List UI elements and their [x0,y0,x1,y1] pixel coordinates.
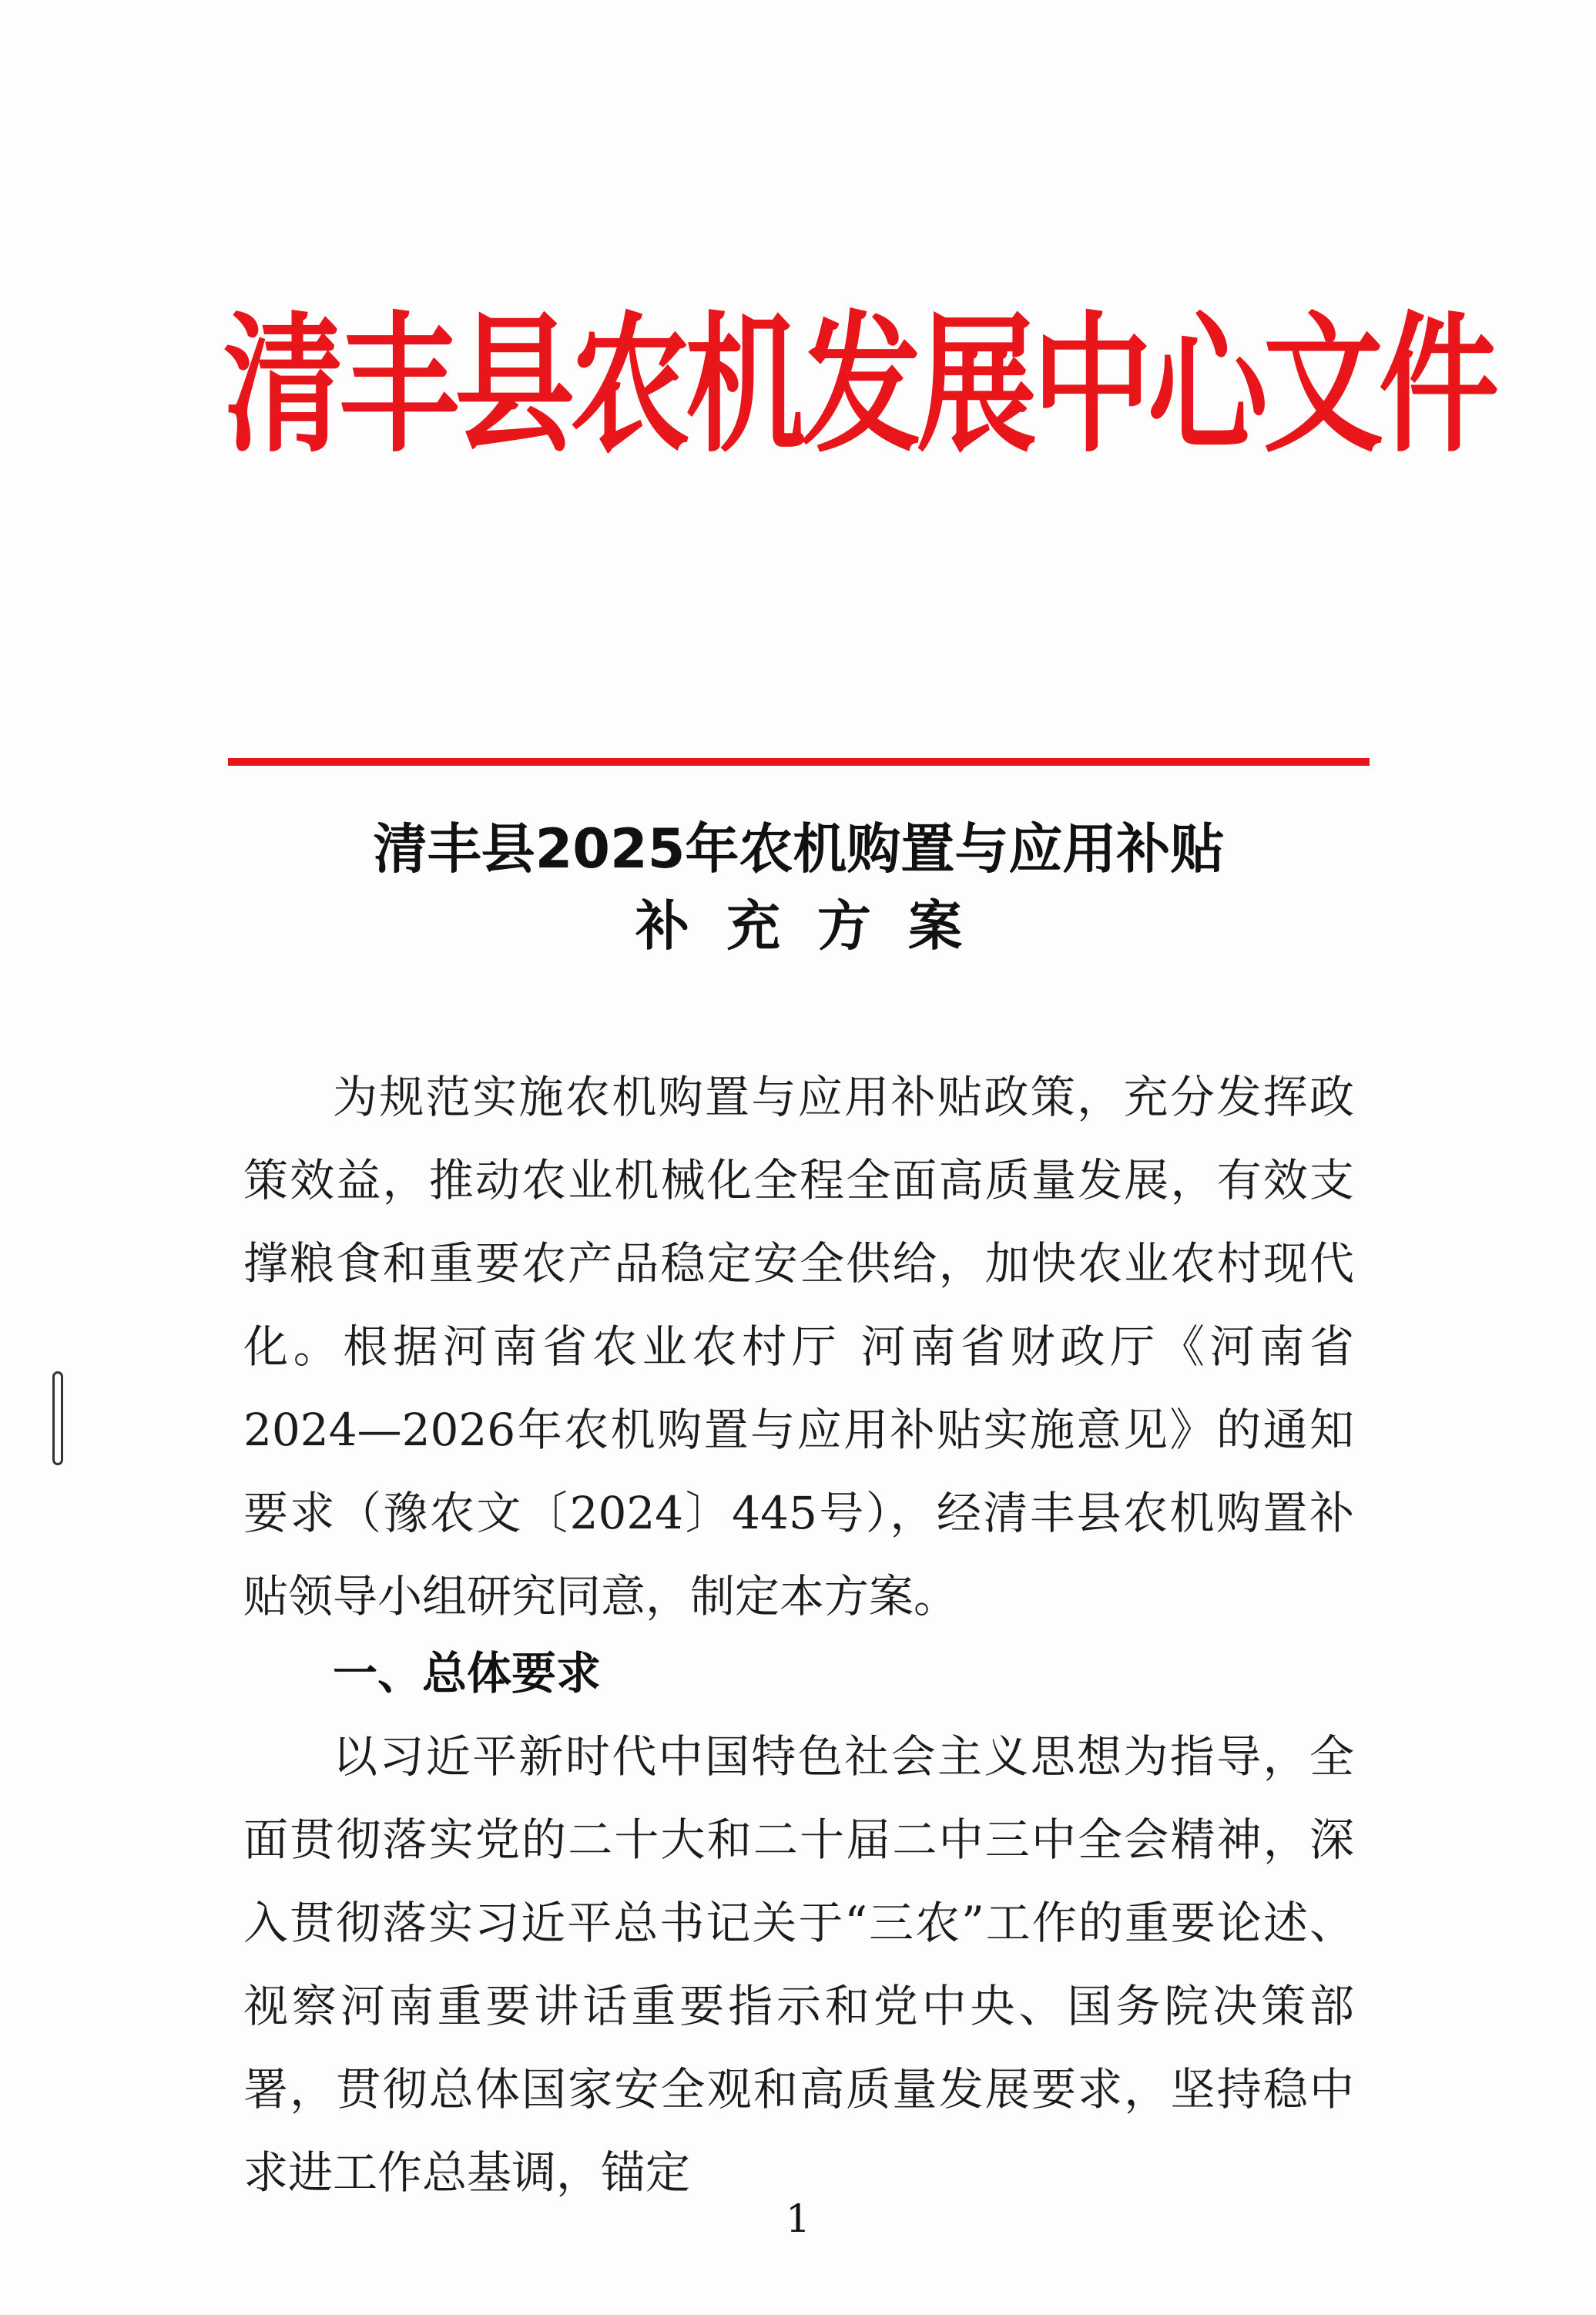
general-requirements-paragraph: 以习近平新时代中国特色社会主义思想为指导，全面贯彻落实党的二十大和二十届二中三中全会精神，深入贯彻落实习近平总书记关于“三农”工作的重要论述、视察河南重要讲话重要指示和党中央、国务院决策部署，贯彻总体国家安全观和高质量发展要求，坚持稳中求进工作总基调，锚定 [243,1730,1354,2199]
organization-header: 清丰县农机发展中心文件 [223,297,1494,473]
red-divider-line [228,758,1370,766]
section-heading-general-requirements: 一、总体要求 [333,1647,602,1699]
document-title-line-2: 补充方案 [635,894,999,958]
page-number: 1 [786,2196,810,2241]
binding-hole-mark [52,1371,63,1465]
intro-paragraph: 为规范实施农机购置与应用补贴政策，充分发挥政策效益，推动农业机械化全程全面高质量发展，有效支撑粮食和重要农产品稳定安全供给，加快农业农村现代化。根据河南省农业农村厅 河南省财政厅《河南省2024—2026年农机购置与应用补贴实施意见》的通知要求（豫农文〔2024〕445号），经清丰县农机购置补贴领导小组研究同意，制定本方案。 [243,1071,1354,1622]
document-title-line-1: 清丰县2025年农机购置与应用补贴 [373,817,1225,881]
